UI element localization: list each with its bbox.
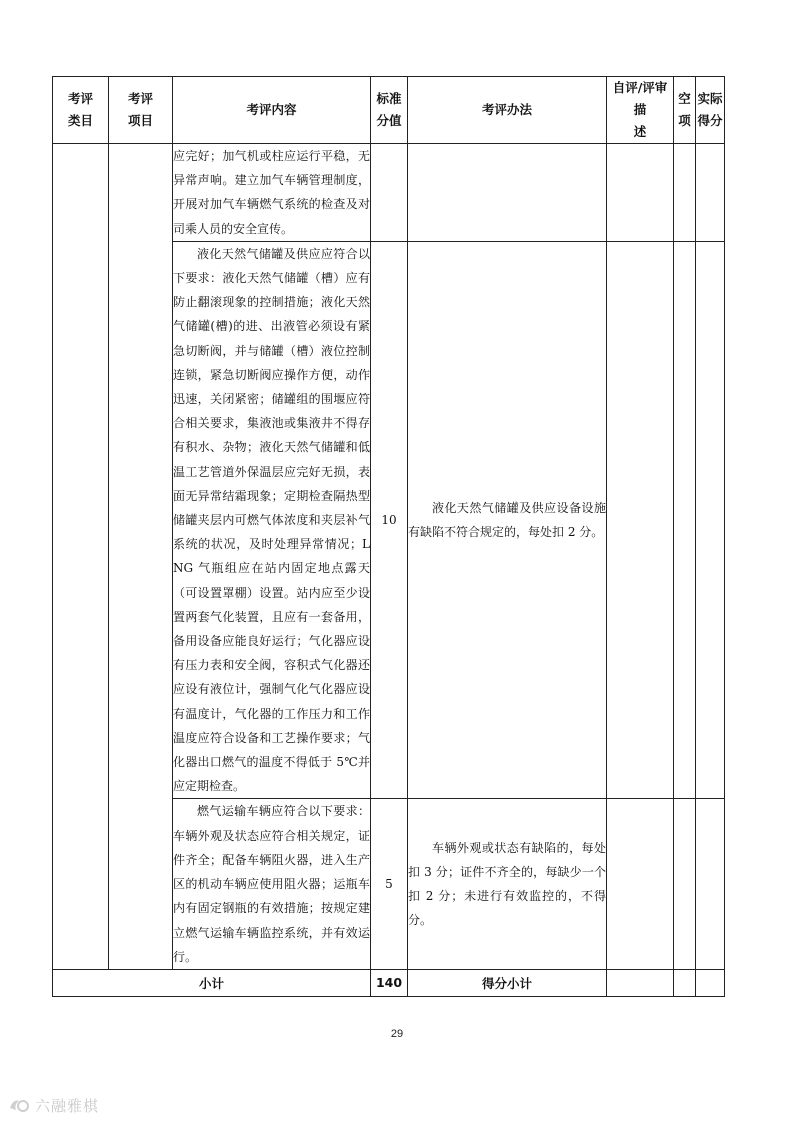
header-actual-score: 实际 得分 bbox=[696, 77, 725, 144]
score-cell: 10 bbox=[371, 241, 408, 799]
content-cell: 应完好；加气机或柱应运行平稳，无异常声响。建立加气车辆管理制度，开展对加气车辆燃气系统的检查及对司乘人员的安全宣传。 bbox=[173, 144, 371, 242]
method-cell bbox=[408, 144, 607, 242]
actual-score-cell bbox=[696, 799, 725, 969]
na-cell bbox=[674, 144, 696, 242]
content-cell: 燃气运输车辆应符合以下要求：车辆外观及状态应符合相关规定，证件齐全；配备车辆阻火器，进入生产区的机动车辆应使用阻火器；运瓶车内有固定钢瓶的有效措施；按规定建立燃气运输车辆监控系统，并有效运行。 bbox=[173, 799, 371, 969]
self-review-cell bbox=[607, 144, 674, 242]
watermark bbox=[8, 1092, 99, 1118]
watermark-text: 六融雅棋 bbox=[35, 1096, 100, 1115]
header-na: 空 项 bbox=[674, 77, 696, 144]
score-cell: 5 bbox=[371, 799, 408, 969]
actual-score-cell bbox=[696, 241, 725, 799]
subtotal-row bbox=[53, 969, 725, 996]
self-review-cell bbox=[607, 241, 674, 799]
header-standard-score: 标准 分值 bbox=[371, 77, 408, 144]
assessment-table bbox=[52, 76, 725, 997]
subtotal-self-review bbox=[607, 969, 674, 996]
self-review-cell bbox=[607, 799, 674, 969]
watermark-logo-icon bbox=[8, 1096, 30, 1114]
category-cell bbox=[53, 144, 109, 970]
page-number: 29 bbox=[390, 1028, 404, 1040]
actual-score-cell bbox=[696, 144, 725, 242]
table-header-row bbox=[53, 77, 725, 144]
header-category: 考评 类目 bbox=[53, 77, 109, 144]
score-cell bbox=[371, 144, 408, 242]
content-cell: 液化天然气储罐及供应应符合以下要求：液化天然气储罐（槽）应有防止翻滚现象的控制措施；液化天然气储罐(槽)的进、出液管必须设有紧急切断阀，并与储罐（槽）液位控制连锁，紧急切断阀应操作方便，动作迅速，关闭紧密；储罐组的围堰应符合相关要求，集液池或集液井不得存有积水、杂物；液化天然气储罐和低温工艺管道外保温层应完好无损，表面无异常结霜现象；定期检查隔热型储罐夹层内可燃气体浓度和夹层补气系统的状况，及时处理异常情况；LNG 气瓶组应在站内固定地点露天（可设置罩棚）设置。站内应至少设置两套气化装置，且应有一套备用，备用设备应能良好运行；气化器应设有压力表和安全阀，容积式气化器还应设有液位计，强制气化气化器应设有温度计，气化器的工作压力和工作温度应符合设备和工艺操作要求；气化器出口燃气的温度不得低于 5℃并应定期检查。 bbox=[173, 241, 371, 799]
subtotal-score: 140 bbox=[371, 969, 408, 996]
method-cell: 液化天然气储罐及供应设备设施有缺陷不符合规定的，每处扣 2 分。 bbox=[408, 241, 607, 799]
subtotal-actual bbox=[696, 969, 725, 996]
item-cell bbox=[109, 144, 173, 970]
header-self-review: 自评/评审描 述 bbox=[607, 77, 674, 144]
method-cell: 车辆外观或状态有缺陷的，每处扣 3 分；证件不齐全的，每缺少一个扣 2 分；未进行有效监控的，不得分。 bbox=[408, 799, 607, 969]
subtotal-label: 小计 bbox=[53, 969, 371, 996]
table-row bbox=[53, 144, 725, 242]
na-cell bbox=[674, 799, 696, 969]
subtotal-na bbox=[674, 969, 696, 996]
header-method: 考评办法 bbox=[408, 77, 607, 144]
subtotal-score-label: 得分小计 bbox=[408, 969, 607, 996]
header-content: 考评内容 bbox=[173, 77, 371, 144]
na-cell bbox=[674, 241, 696, 799]
header-item: 考评 项目 bbox=[109, 77, 173, 144]
